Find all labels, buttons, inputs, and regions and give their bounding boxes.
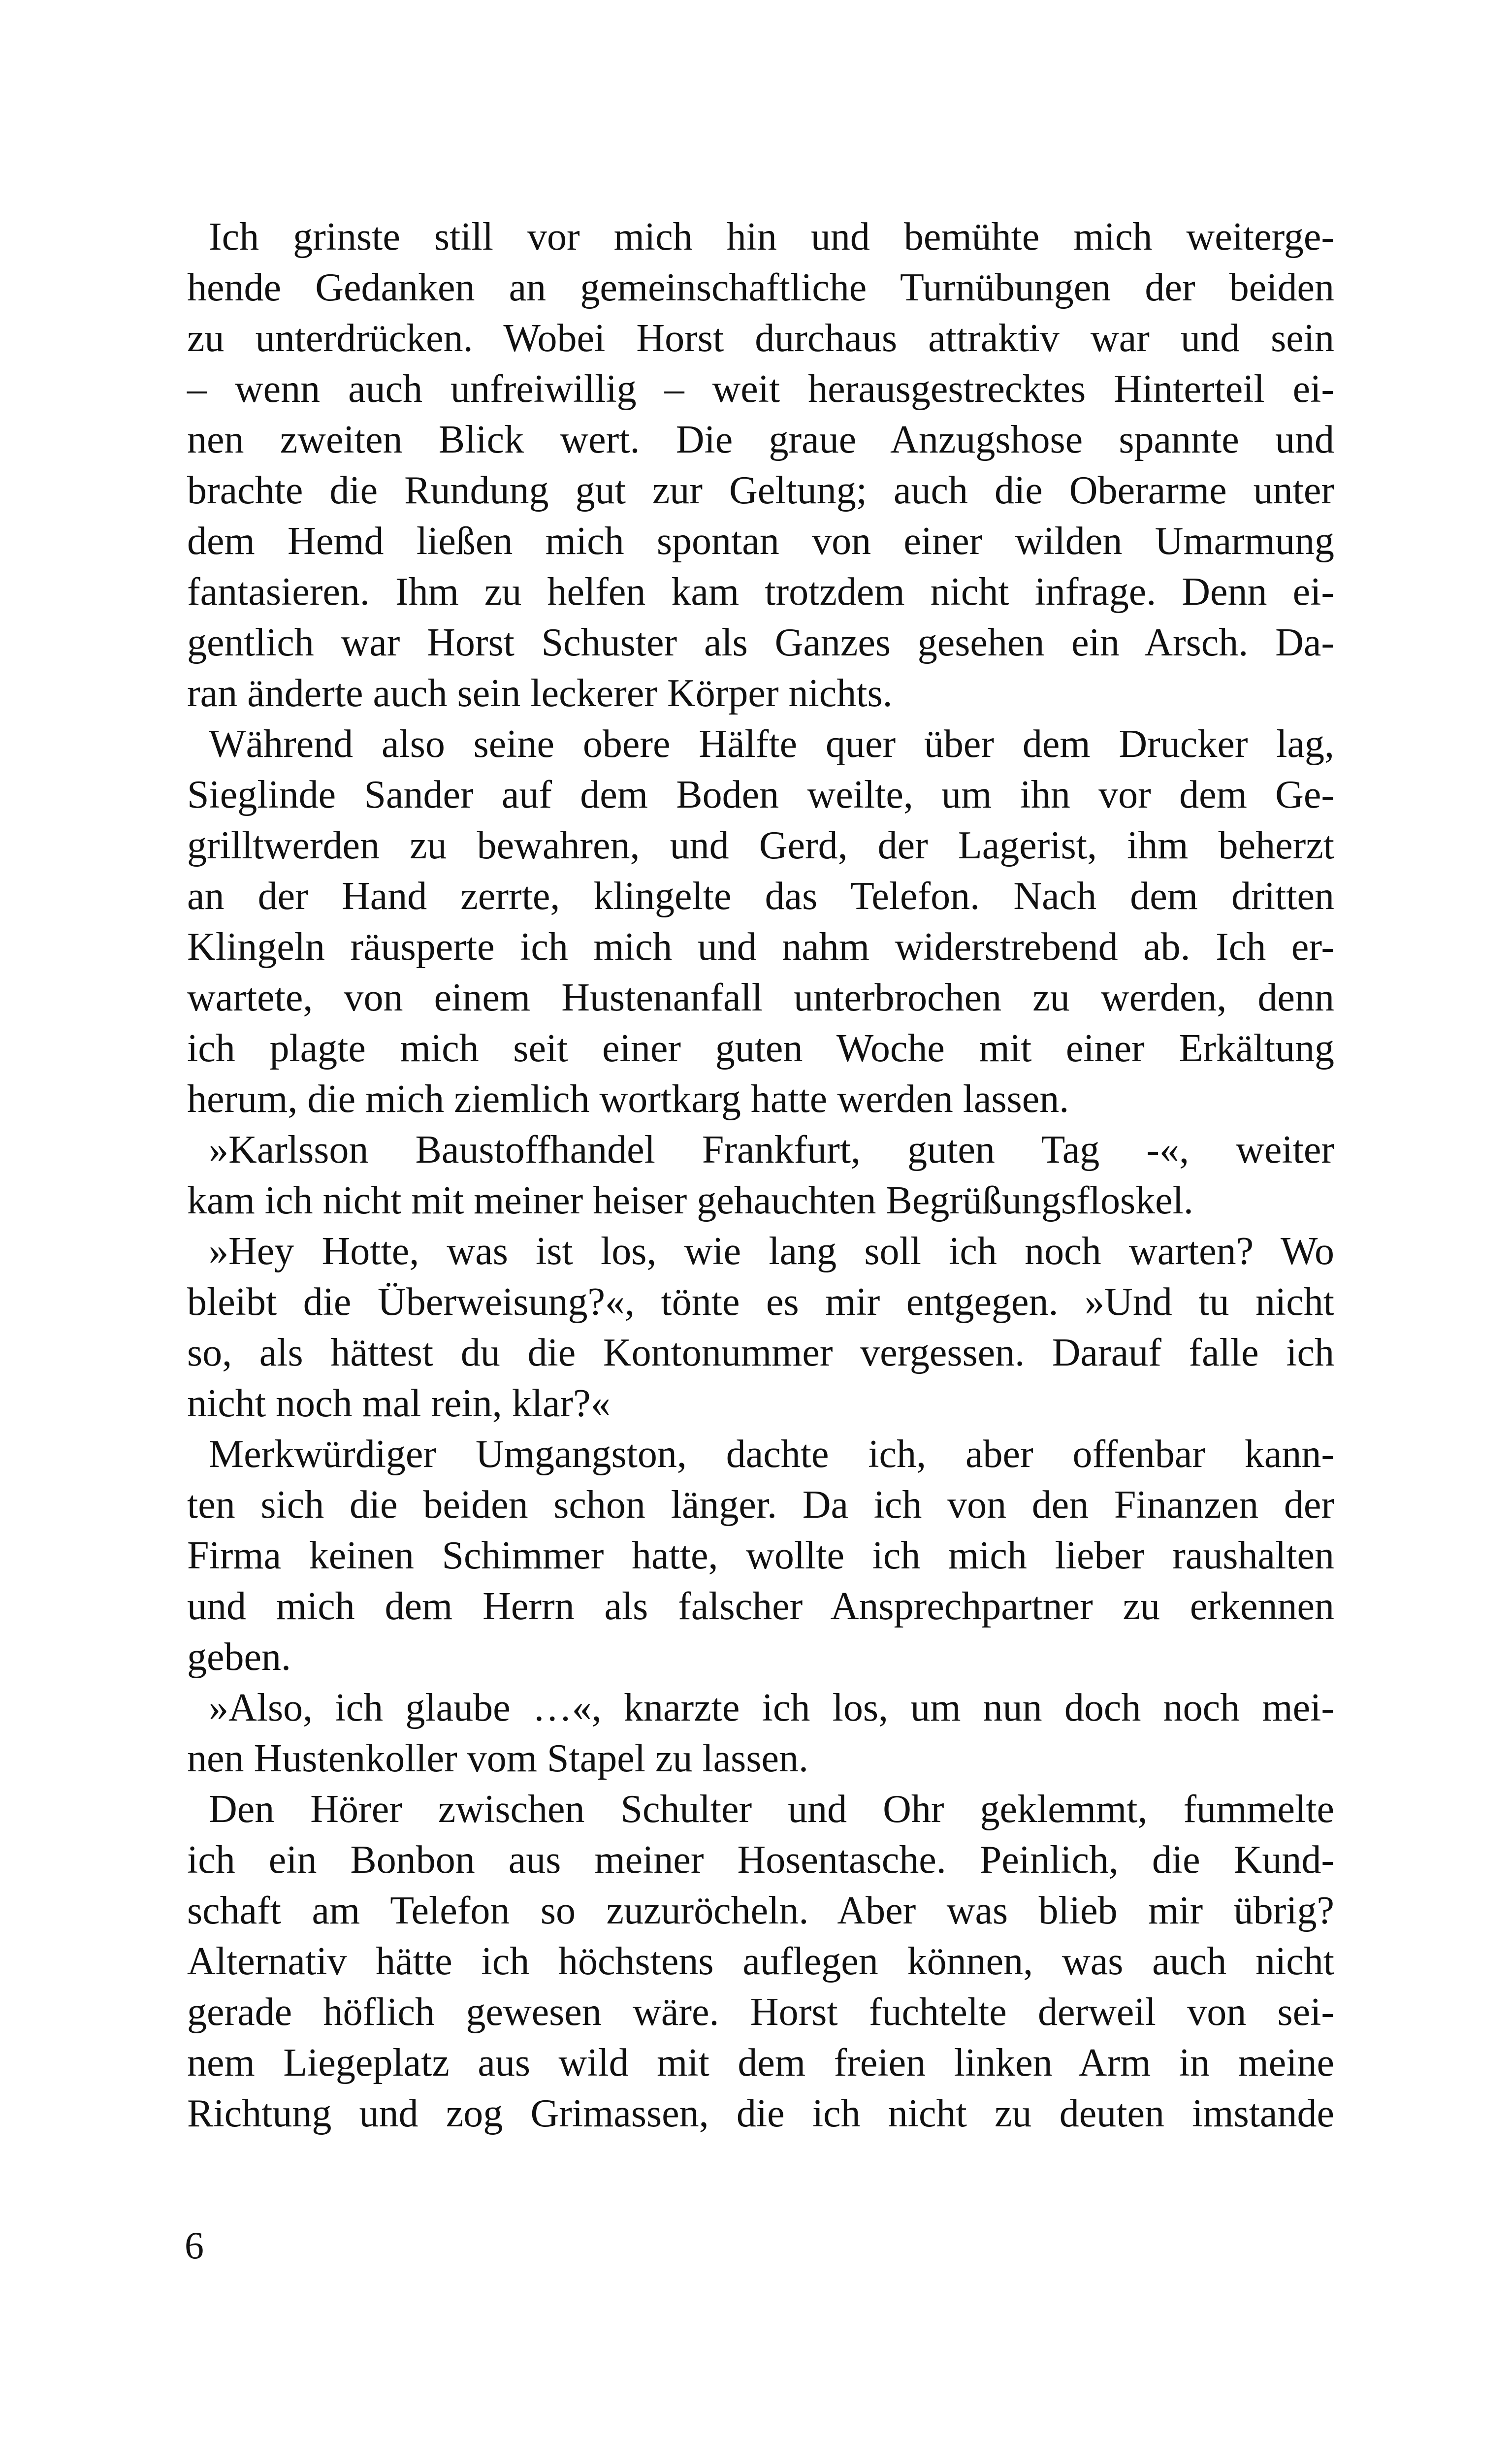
- text-line: geben.: [187, 1635, 291, 1679]
- text-line: »Also, ich glaube …«, knarzte ich los, um nun doch noch mei-: [209, 1686, 1334, 1729]
- text-line: Während also seine obere Hälfte quer über dem Drucker lag,: [209, 722, 1334, 766]
- text-line: ich plagte mich seit einer guten Woche mit einer Erkältung: [187, 1027, 1334, 1070]
- text-line: Firma keinen Schimmer hatte, wollte ich mich lieber raushalten: [187, 1534, 1334, 1577]
- text-line: nen zweiten Blick wert. Die graue Anzugshose spannte und: [187, 418, 1334, 461]
- text-line: ran änderte auch sein leckerer Körper nichts.: [187, 672, 893, 715]
- text-line: und mich dem Herrn als falscher Ansprechpartner zu erkennen: [187, 1585, 1334, 1628]
- text-line: Richtung und zog Grimassen, die ich nicht zu deuten imstande: [187, 2092, 1334, 2135]
- text-line: Ich grinste still vor mich hin und bemühte mich weiterge-: [209, 215, 1334, 259]
- text-line: Merkwürdiger Umgangston, dachte ich, aber offenbar kann-: [209, 1433, 1334, 1476]
- text-line: »Hey Hotte, was ist los, wie lang soll ich noch warten? Wo: [209, 1230, 1334, 1273]
- text-line: Sieglinde Sander auf dem Boden weilte, um ihn vor dem Ge-: [187, 773, 1334, 816]
- text-line: ich ein Bonbon aus meiner Hosentasche. Peinlich, die Kund-: [187, 1838, 1334, 1882]
- text-line: bleibt die Überweisung?«, tönte es mir entgegen. »Und tu nicht: [187, 1280, 1334, 1324]
- text-line: ten sich die beiden schon länger. Da ich von den Finanzen der: [187, 1483, 1334, 1527]
- text-line: kam ich nicht mit meiner heiser gehauchten Begrüßungsfloskel.: [187, 1179, 1193, 1222]
- text-line: gentlich war Horst Schuster als Ganzes gesehen ein Arsch. Da-: [187, 621, 1334, 664]
- text-line: »Karlsson Baustoffhandel Frankfurt, guten Tag -«, weiter: [209, 1128, 1334, 1172]
- text-line: fantasieren. Ihm zu helfen kam trotzdem nicht infrage. Denn ei-: [187, 570, 1334, 614]
- text-line: schaft am Telefon so zuzuröcheln. Aber was blieb mir übrig?: [187, 1889, 1334, 1932]
- text-line: an der Hand zerrte, klingelte das Telefon. Nach dem dritten: [187, 875, 1334, 918]
- text-line: wartete, von einem Hustenanfall unterbrochen zu werden, denn: [187, 976, 1334, 1019]
- text-line: herum, die mich ziemlich wortkarg hatte werden lassen.: [187, 1077, 1069, 1121]
- text-line: dem Hemd ließen mich spontan von einer wilden Umarmung: [187, 520, 1334, 563]
- text-line: nicht noch mal rein, klar?«: [187, 1382, 611, 1425]
- text-line: brachte die Rundung gut zur Geltung; auch die Oberarme unter: [187, 469, 1334, 512]
- text-line: – wenn auch unfreiwillig – weit herausgestrecktes Hinterteil ei-: [187, 367, 1334, 411]
- text-line: Den Hörer zwischen Schulter und Ohr geklemmt, fummelte: [209, 1788, 1334, 1831]
- text-line: zu unterdrücken. Wobei Horst durchaus attraktiv war und sein: [187, 317, 1334, 360]
- page-number: 6: [185, 2224, 204, 2267]
- text-line: nem Liegeplatz aus wild mit dem freien linken Arm in meine: [187, 2041, 1334, 2085]
- text-line: nen Hustenkoller vom Stapel zu lassen.: [187, 1737, 808, 1780]
- text-line: grilltwerden zu bewahren, und Gerd, der Lagerist, ihm beherzt: [187, 824, 1334, 867]
- text-line: hende Gedanken an gemeinschaftliche Turnübungen der beiden: [187, 266, 1334, 309]
- text-line: gerade höflich gewesen wäre. Horst fuchtelte derweil von sei-: [187, 1990, 1334, 2034]
- text-line: Klingeln räusperte ich mich und nahm widerstrebend ab. Ich er-: [187, 925, 1334, 969]
- body-text: [187, 212, 1334, 2139]
- text-line: so, als hättest du die Kontonummer vergessen. Darauf falle ich: [187, 1331, 1334, 1374]
- text-line: Alternativ hätte ich höchstens auflegen können, was auch nicht: [187, 1940, 1334, 1983]
